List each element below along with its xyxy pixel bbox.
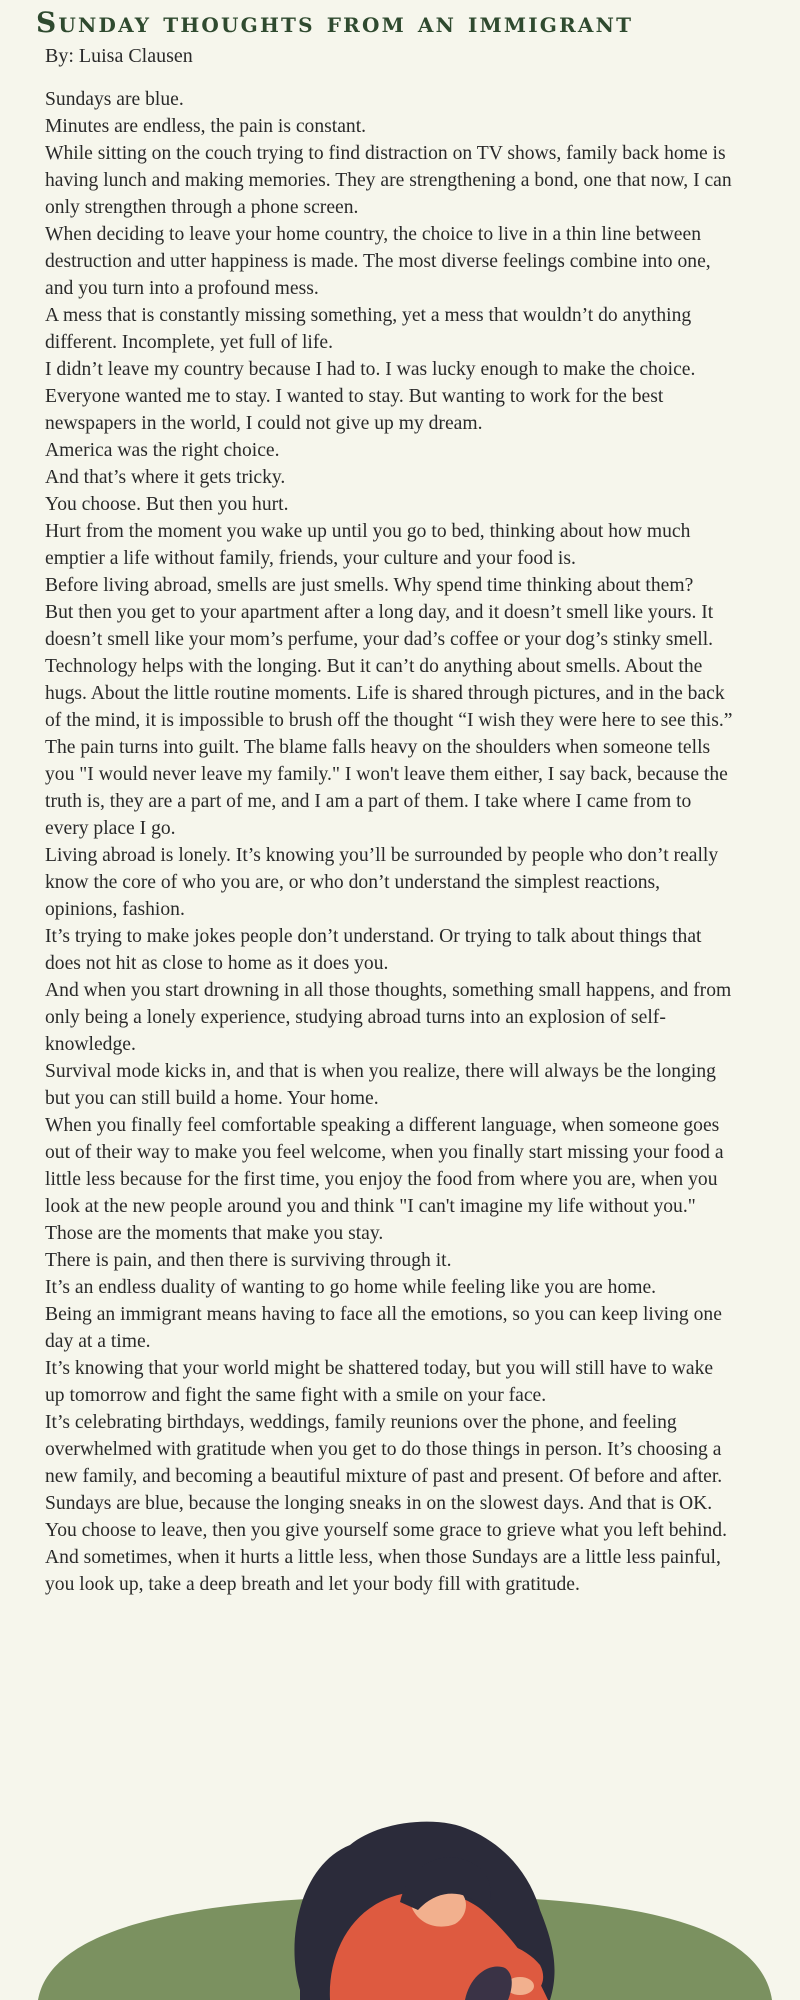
- article-paragraph: The pain turns into guilt. The blame falls heavy on the shoulders when someone tells you "I would never leave my family." I won't leave them either, I say back, because the truth is, they are a part of me, and I am a part of them. I take where I came from to every place I go.: [45, 737, 728, 839]
- article-paragraph: It’s an endless duality of wanting to go home while feeling like you are home.: [45, 1277, 657, 1298]
- article-paragraph: Survival mode kicks in, and that is when you realize, there will always be the longing but you can still build a home. Your home.: [45, 1061, 716, 1109]
- article-paragraph: It’s trying to make jokes people don’t understand. Or trying to talk about things that does not hit as close to home as it does you.: [45, 926, 702, 974]
- article-paragraph: Hurt from the moment you wake up until you go to bed, thinking about how much emptier a life without family, friends, your culture and your food is.: [45, 521, 691, 569]
- article-paragraph: There is pain, and then there is surviving through it.: [45, 1250, 452, 1271]
- article-paragraph: Sundays are blue.: [45, 89, 184, 110]
- sad-person-illustration: [0, 1790, 800, 2000]
- article-paragraph: America was the right choice.: [45, 440, 280, 461]
- article-paragraph: While sitting on the couch trying to find distraction on TV shows, family back home is having lunch and making memories. They are strengthening a bond, one that now, I can only strengthen through a phone screen.: [45, 143, 732, 218]
- article-paragraph: Minutes are endless, the pain is constant.: [45, 116, 367, 137]
- article-paragraph: You choose to leave, then you give yourself some grace to grieve what you left behind. And sometimes, when it hurts a little less, when those Sundays are a little less painful, you look up, take a deep breath and let your body fill with gratitude.: [45, 1520, 727, 1595]
- article-paragraph: It’s celebrating birthdays, weddings, family reunions over the phone, and feeling overwhelmed with gratitude when you get to do those things in person. It’s choosing a new family, and becoming a beautiful mixture of past and present. Of before and after.: [45, 1412, 723, 1487]
- article-paragraph: Living abroad is lonely. It’s knowing you’ll be surrounded by people who don’t really know the core of who you are, or who don’t understand the simplest reactions, opinions, fashion.: [45, 845, 719, 920]
- article-paragraph: When you finally feel comfortable speaking a different language, when someone goes out of their way to make you feel welcome, when you finally start missing your food a little less because for the first time, you enjoy the food from where you are, when you look at the new people around you and think "I can't imagine my life without you." Those are the moments that make you stay.: [45, 1115, 724, 1244]
- article-paragraph: But then you get to your apartment after a long day, and it doesn’t smell like yours. It doesn’t smell like your mom’s perfume, your dad’s coffee or your dog’s stinky smell.: [45, 602, 714, 650]
- article-paragraph: Technology helps with the longing. But it can’t do anything about smells. About the hugs. About the little routine moments. Life is shared through pictures, and in the back of the mind, it is impossible to brush off the thought “I wish they were here to see this.”: [45, 656, 733, 731]
- article-paragraph: A mess that is constantly missing something, yet a mess that wouldn’t do anything different. Incomplete, yet full of life.: [45, 305, 692, 353]
- article-paragraph: It’s knowing that your world might be shattered today, but you will still have to wake up tomorrow and fight the same fight with a smile on your face.: [45, 1358, 714, 1406]
- article-paragraph: When deciding to leave your home country, the choice to live in a thin line between destruction and utter happiness is made. The most diverse feelings combine into one, and you turn into a profound mess.: [45, 224, 711, 299]
- article-title: Sunday thoughts from an immigrant: [36, 6, 634, 39]
- article-paragraph: And that’s where it gets tricky.: [45, 467, 286, 488]
- article-paragraph: Sundays are blue, because the longing sneaks in on the slowest days. And that is OK.: [45, 1493, 713, 1514]
- article-byline: By: Luisa Clausen: [45, 45, 193, 67]
- article-paragraph: And when you start drowning in all those thoughts, something small happens, and from only being a lonely experience, studying abroad turns into an explosion of self-knowledge.: [45, 980, 732, 1055]
- article-paragraph: You choose. But then you hurt.: [45, 494, 289, 515]
- article-paragraph: Before living abroad, smells are just smells. Why spend time thinking about them?: [45, 575, 694, 596]
- article-body: [45, 86, 735, 1598]
- article-paragraph: I didn’t leave my country because I had to. I was lucky enough to make the choice. Everyone wanted me to stay. I wanted to stay. But wanting to work for the best newspapers in the world, I could not give up my dream.: [45, 359, 696, 434]
- article-paragraph: Being an immigrant means having to face all the emotions, so you can keep living one day at a time.: [45, 1304, 722, 1352]
